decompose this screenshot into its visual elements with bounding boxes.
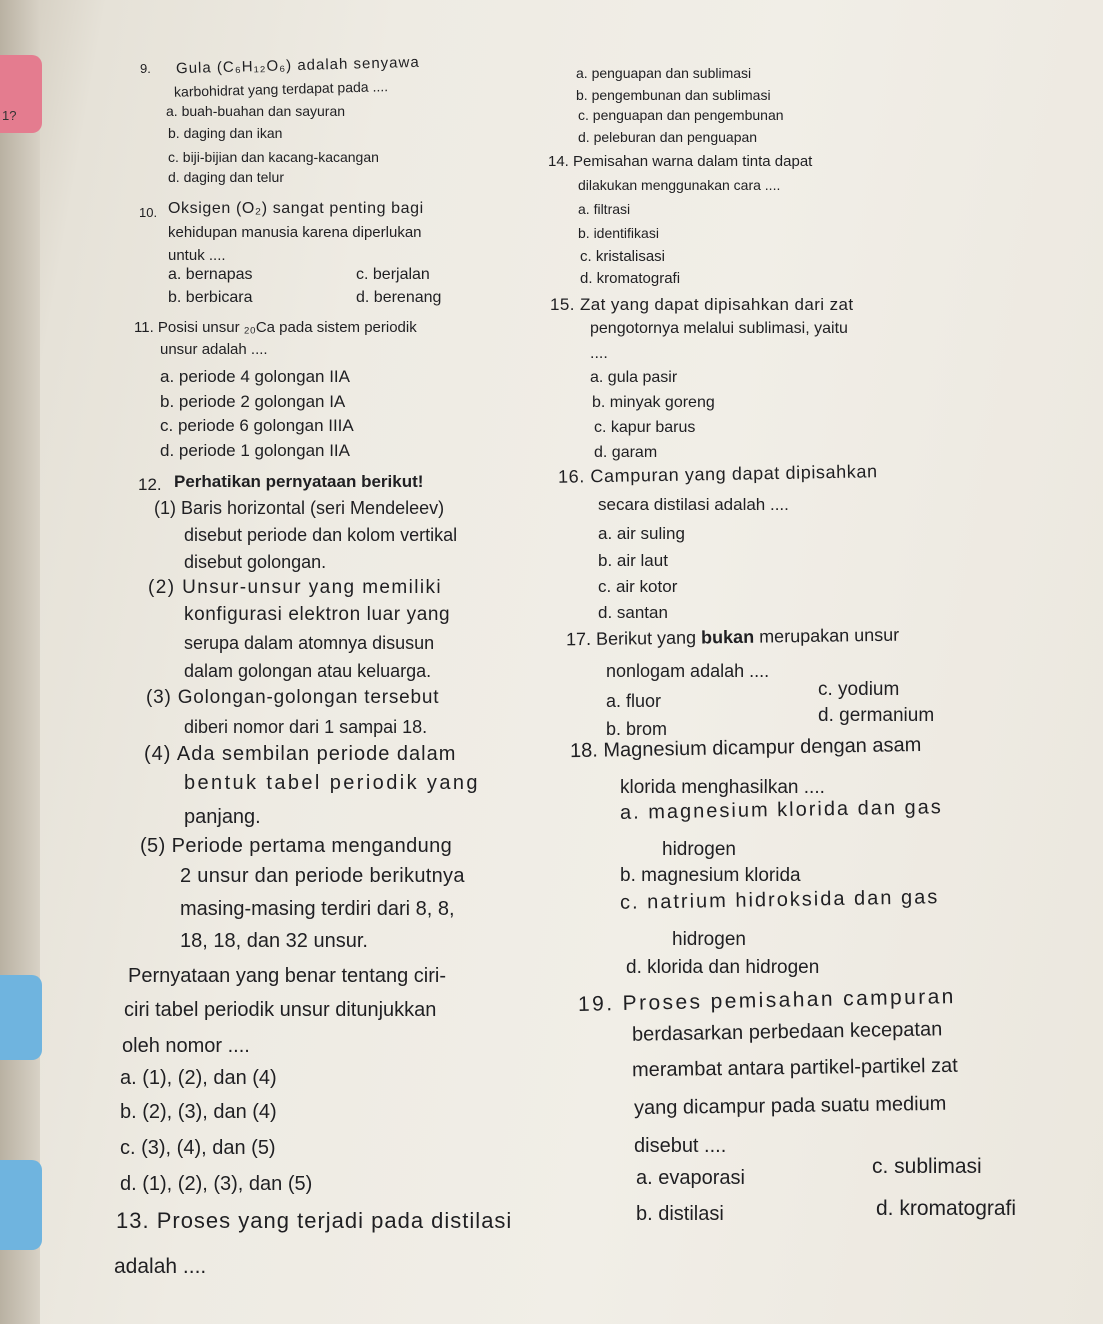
q13-option-b: b. pengembunan dan sublimasi [576,87,771,103]
q12-statement-1b: disebut periode dan kolom vertikal [184,525,458,545]
q12-statement-4b: bentuk tabel periodik yang [184,772,480,794]
q12-statement-4a: (4) Ada sembilan periode dalam [144,743,457,765]
q14-option-b: b. identifikasi [578,225,659,241]
q12-statement-5b: 2 unsur dan periode berikutnya [180,865,465,887]
q12-statement-3a: (3) Golongan-golongan tersebut [146,687,440,708]
q13-stem-2: adalah .... [114,1255,207,1278]
q9-option-b: b. daging dan ikan [168,125,283,141]
q18-option-a-1: a. magnesium klorida dan gas [619,796,943,824]
q13-option-d: d. peleburan dan penguapan [578,129,758,145]
q11-stem-1: 11. Posisi unsur ₂₀Ca pada sistem periodik [134,319,417,336]
q12-statement-2a: (2) Unsur-unsur yang memiliki [148,577,443,598]
q16-option-b: b. air laut [598,551,668,570]
q14-option-a: a. filtrasi [578,201,631,217]
q19-option-a: a. evaporasi [636,1167,745,1189]
q9-number: 9. [140,61,151,76]
q15-option-b: b. minyak goreng [592,394,715,411]
q12-statement-4c: panjang. [184,806,261,828]
q14-stem-1: 14. Pemisahan warna dalam tinta dapat [548,153,813,170]
q10-option-a: a. bernapas [168,266,253,283]
q12-statement-1a: (1) Baris horizontal (seri Mendeleev) [154,498,445,518]
margin-mark: 1? [2,108,17,123]
q18-stem-2: klorida menghasilkan .... [620,777,825,798]
q15-stem-2: pengotornya melalui sublimasi, yaitu [590,320,848,337]
q10-stem-2: kehidupan manusia karena diperlukan [168,224,422,241]
q17-stem-1: 17. Berikut yang bukan merupakan unsur [565,624,900,650]
q9-option-a: a. buah-buahan dan sayuran [166,103,346,119]
q19-stem-3: merambat antara partikel-partikel zat [631,1054,958,1082]
q19-stem-5: disebut .... [634,1135,727,1157]
q9-option-d: d. daging dan telur [168,169,284,185]
q12-statement-1c: disebut golongan. [184,552,327,572]
q13-option-c: c. penguapan dan pengembunan [578,107,784,123]
q12-option-a: a. (1), (2), dan (4) [120,1067,277,1089]
q18-option-c-2: hidrogen [672,929,746,950]
q18-stem-1: 18. Magnesium dicampur dengan asam [569,733,922,763]
q13-option-a: a. penguapan dan sublimasi [576,65,752,81]
q11-option-a: a. periode 4 golongan IIA [160,367,350,386]
q15-option-a: a. gula pasir [590,369,678,386]
q11-option-c: c. periode 6 golongan IIIA [160,416,354,435]
q9-option-c: c. biji-bijian dan kacang-kacangan [168,149,379,165]
q10-stem-3: untuk .... [168,247,226,264]
q14-option-d: d. kromatografi [580,270,681,287]
q12-option-b: b. (2), (3), dan (4) [120,1101,277,1123]
q15-stem-1: 15. Zat yang dapat dipisahkan dari zat [550,295,854,314]
q17-emphasis: bukan [700,626,755,648]
q10-stem-1: Oksigen (O₂) sangat penting bagi [168,200,424,217]
q15-option-d: d. garam [594,444,658,461]
q12-title: Perhatikan pernyataan berikut! [174,472,424,491]
q12-statement-5d: 18, 18, dan 32 unsur. [180,930,368,952]
q12-number: 12. [138,475,162,494]
q11-option-b: b. periode 2 golongan IA [160,392,346,411]
q10-option-c: c. berjalan [356,266,430,283]
q10-option-d: d. berenang [356,289,442,306]
q9-stem-1: Gula (C₆H₁₂O₆) adalah senyawa [175,53,420,78]
q15-option-c: c. kapur barus [594,419,696,436]
q11-stem-2: unsur adalah .... [160,341,268,358]
q17-option-a: a. fluor [606,691,662,711]
q18-option-c-1: c. natrium hidroksida dan gas [619,886,940,914]
q12-statement-5a: (5) Periode pertama mengandung [140,835,453,857]
q16-option-d: d. santan [598,603,668,622]
q18-option-d: d. klorida dan hidrogen [626,957,820,978]
q12-statement-5c: masing-masing terdiri dari 8, 8, [180,898,455,920]
q18-option-b: b. magnesium klorida [620,865,801,886]
q19-stem-4: yang dicampur pada suatu medium [633,1092,947,1120]
q17-stem-2: nonlogam adalah .... [606,661,770,681]
q18-option-a-2: hidrogen [662,839,736,860]
q16-option-a: a. air suling [598,524,685,543]
q19-stem-2: berdasarkan perbedaan kecepatan [631,1018,943,1046]
q17-option-d: d. germanium [818,705,935,726]
q10-option-b: b. berbicara [168,289,253,306]
q15-stem-3: .... [590,345,608,362]
q12-option-c: c. (3), (4), dan (5) [120,1137,276,1159]
q16-option-c: c. air kotor [598,577,678,596]
q13-stem-1: 13. Proses yang terjadi pada distilasi [116,1208,513,1233]
q12-prompt-3: oleh nomor .... [122,1035,250,1057]
q19-stem-1: 19. Proses pemisahan campuran [577,985,956,1016]
q9-stem-2: karbohidrat yang terdapat pada .... [173,78,389,100]
q19-option-c: c. sublimasi [872,1155,982,1178]
q19-option-b: b. distilasi [636,1203,724,1225]
q16-stem-1: 16. Campuran yang dapat dipisahkan [557,461,878,487]
q12-statement-2c: serupa dalam atomnya disusun [184,633,435,653]
q14-stem-2: dilakukan menggunakan cara .... [578,177,781,193]
q17-option-c: c. yodium [818,679,900,700]
q12-statement-2b: konfigurasi elektron luar yang [184,604,451,625]
q12-prompt-1: Pernyataan yang benar tentang ciri- [128,965,446,987]
q12-prompt-2: ciri tabel periodik unsur ditunjukkan [124,999,437,1021]
q12-statement-3b: diberi nomor dari 1 sampai 18. [184,717,428,737]
q14-option-c: c. kristalisasi [580,248,666,265]
q11-option-d: d. periode 1 golongan IIA [160,441,350,460]
q12-option-d: d. (1), (2), (3), dan (5) [120,1173,313,1195]
q17-option-b: b. brom [606,719,668,739]
q12-statement-2d: dalam golongan atau keluarga. [184,661,432,681]
q10-number: 10. [139,205,158,220]
q16-stem-2: secara distilasi adalah .... [598,495,789,514]
q19-option-d: d. kromatografi [876,1197,1017,1220]
